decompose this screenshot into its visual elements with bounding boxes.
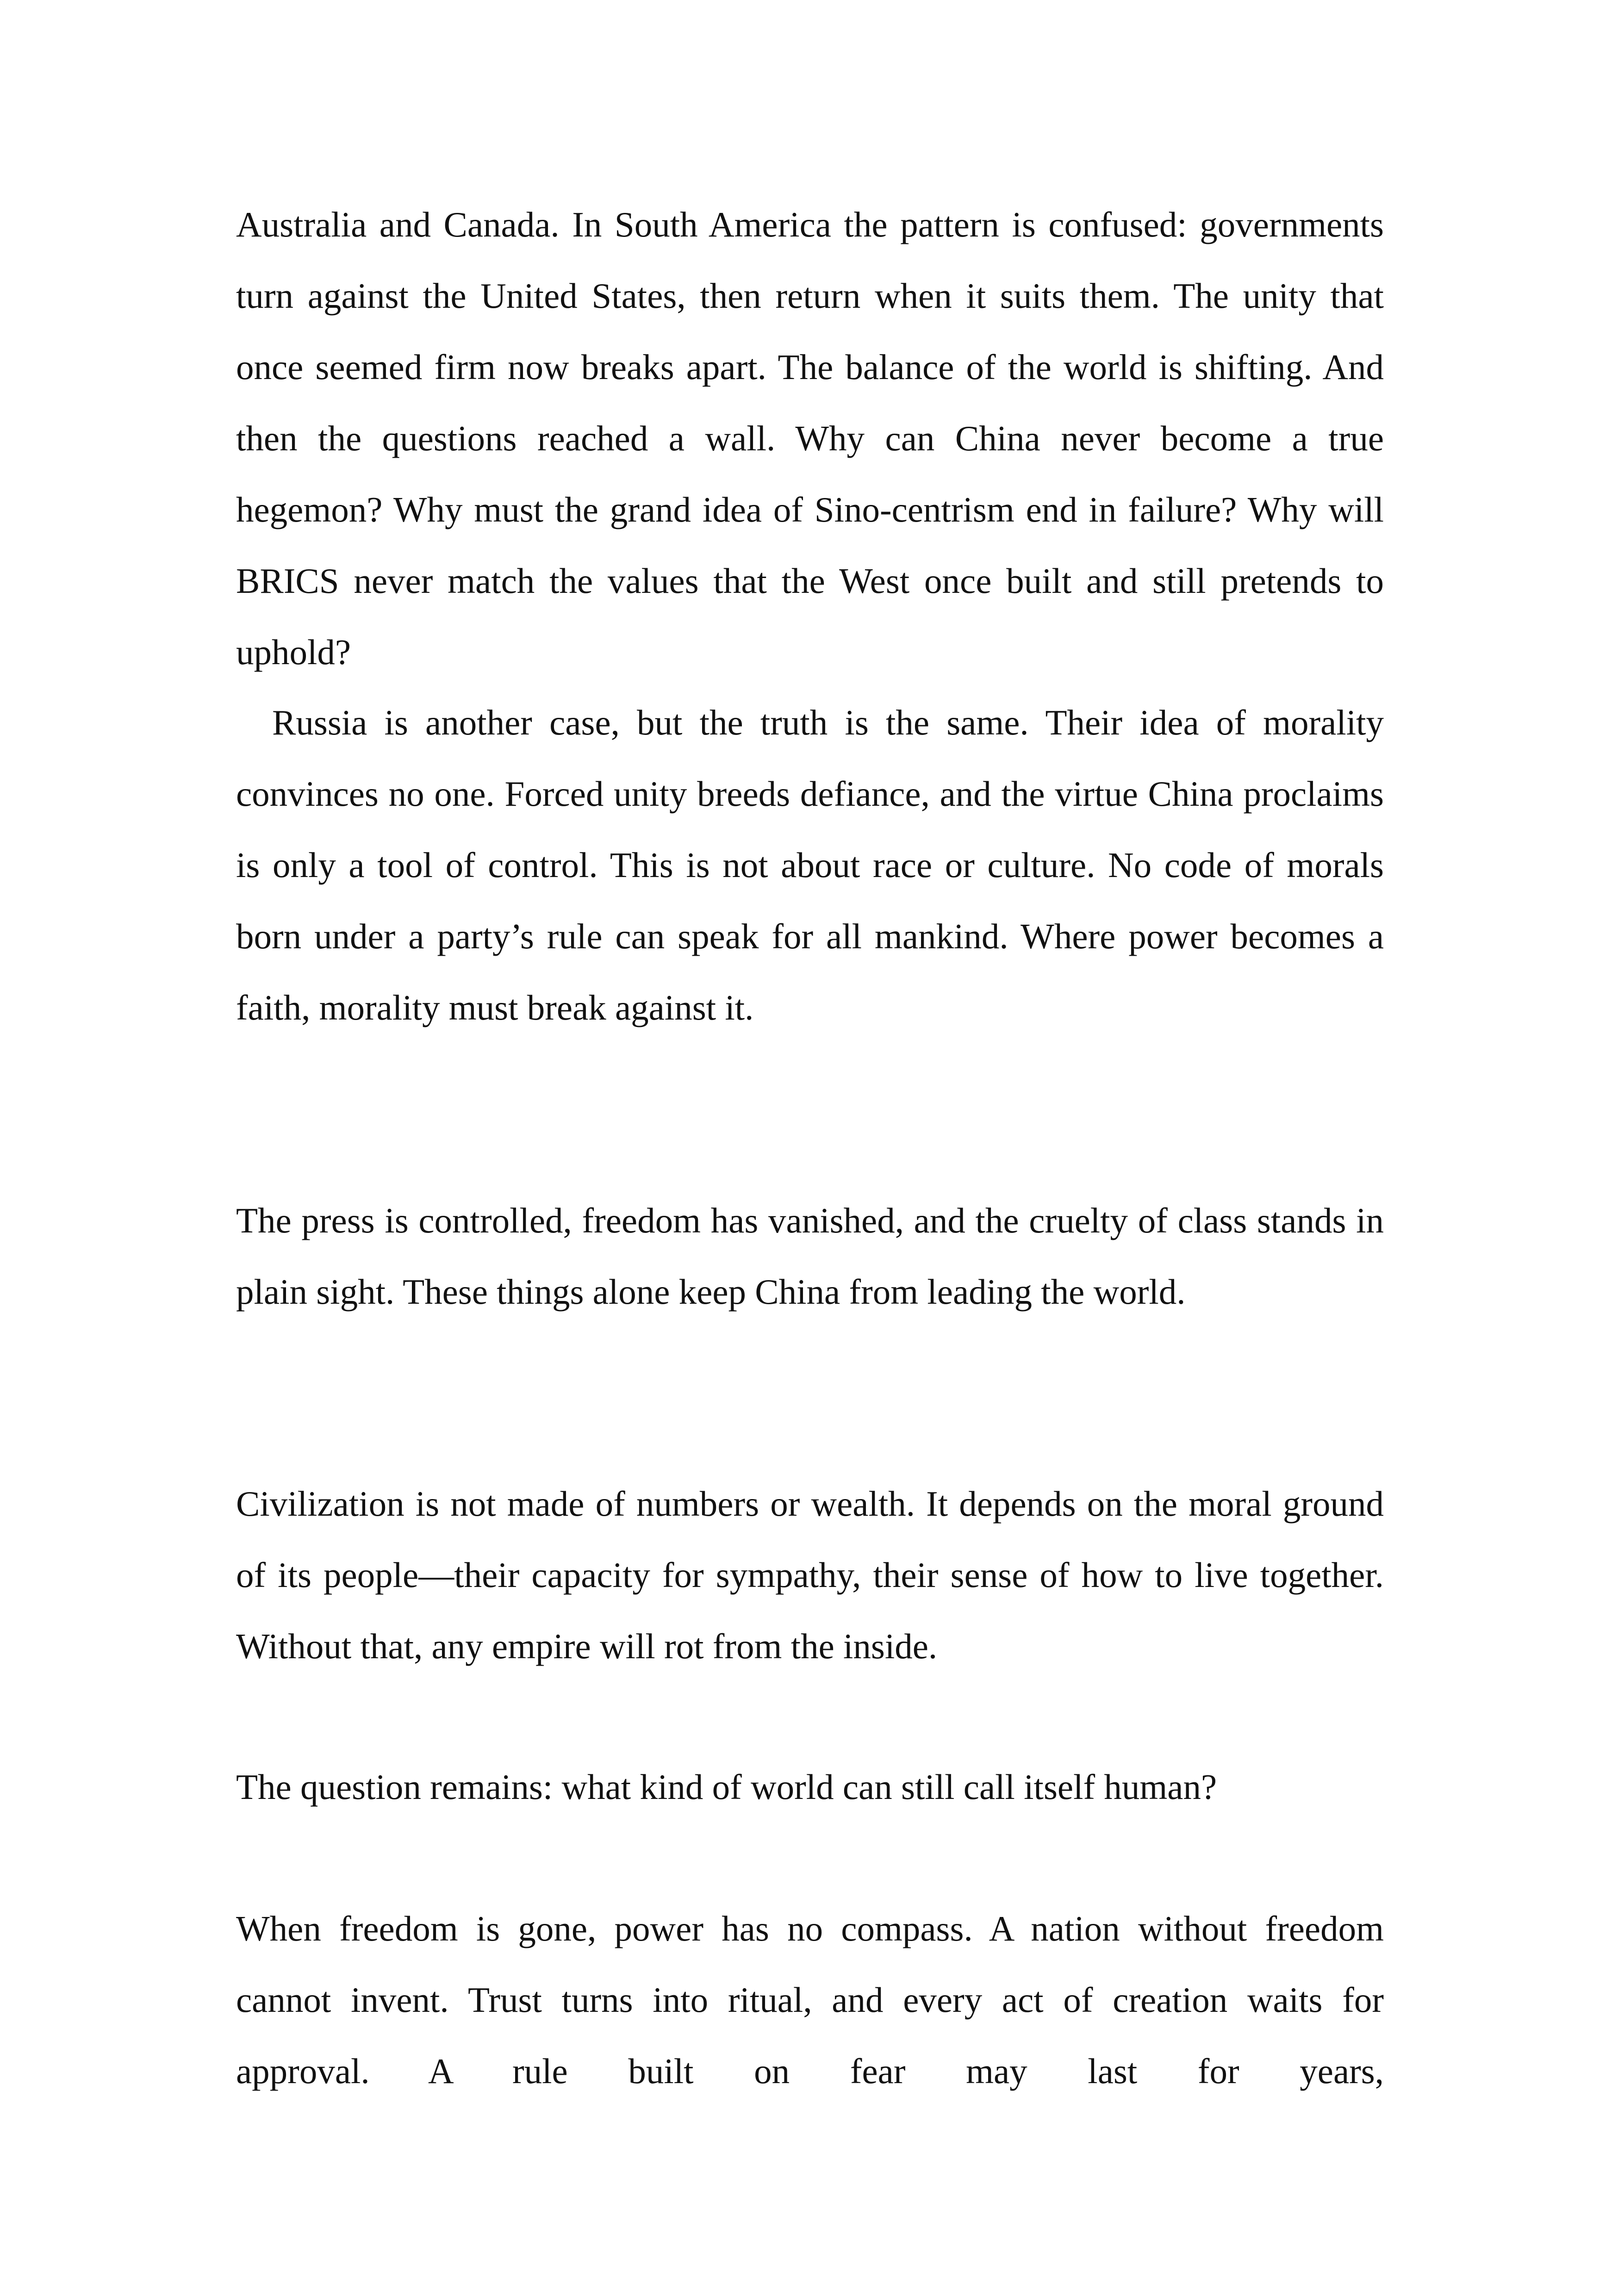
paragraph: The press is controlled, freedom has vanished, and the cruelty of class stands in plain sight. These things alone keep China from leading the world. <box>236 1201 1384 1312</box>
paragraph: Russia is another case, but the truth is the same. Their idea of morality convinces no one. Forced unity breeds defiance, and the virtue China proclaims is only a tool of control. This is not about race or culture. No code of morals born under a party’s rule can speak for all mankind. Where power becomes a faith, morality must break against it. <box>236 703 1384 1027</box>
paragraph: Australia and Canada. In South America the pattern is confused: governments turn against the United States, then return when it suits them. The unity that once seemed firm now breaks apart. The balance of the world is shifting. And then the questions reached a wall. Why can China never become a true hegemon? Why must the grand idea of Sino-centrism end in failure? Why will BRICS never match the values that the West once built and still pretends to uphold? <box>236 205 1384 672</box>
paragraph: The question remains: what kind of world can still call itself human? <box>236 1767 1217 1807</box>
paragraph: When freedom is gone, power has no compass. A nation without freedom cannot invent. Trust turns into ritual, and every act of creation waits for approval. A rule built on fear may last for years, <box>236 1909 1384 2091</box>
paragraph: Civilization is not made of numbers or wealth. It depends on the moral ground of its people—their capacity for sympathy, their sense of how to live together. Without that, any empire will rot from the inside. <box>236 1484 1384 1666</box>
